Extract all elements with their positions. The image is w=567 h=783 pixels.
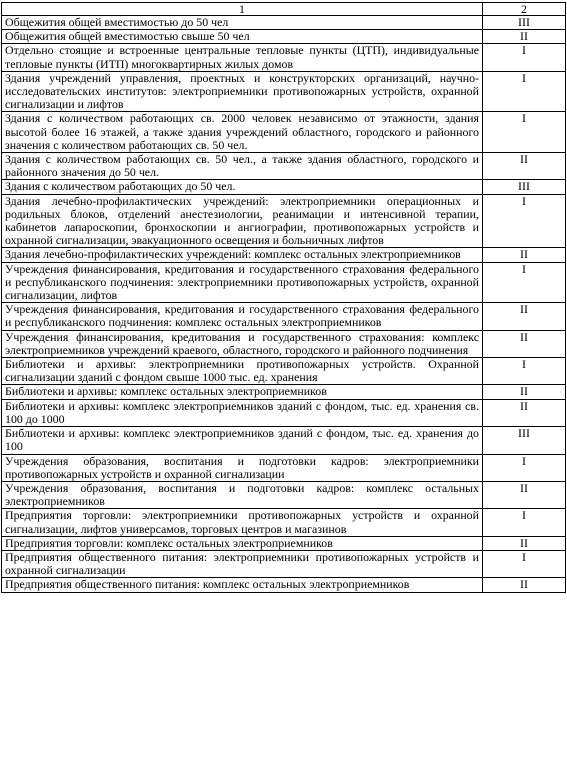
table-row	[2, 112, 566, 153]
consumer-name: Предприятия общественного питания: электроприемники противопожарных устройств и охранной сигнализации	[2, 550, 483, 577]
table-row	[2, 303, 566, 330]
consumer-name: Учреждения образования, воспитания и подготовки кадров: электроприемники противопожарных устройств и охранной сигнализации	[2, 454, 483, 481]
table-row	[2, 194, 566, 248]
consumer-name: Библиотеки и архивы: электроприемники противопожарных устройств. Охранной сигнализации зданий с фондом свыше 1000 тыс. ед. хранения	[2, 358, 483, 385]
table-row	[2, 578, 566, 592]
column-header-2: 2	[483, 3, 566, 16]
table-row	[2, 358, 566, 385]
reliability-category: II	[483, 536, 566, 550]
table-row	[2, 16, 566, 30]
column-header-1: 1	[2, 3, 483, 16]
table-row	[2, 481, 566, 508]
reliability-category: II	[483, 385, 566, 399]
consumer-name: Общежития общей вместимостью свыше 50 чел	[2, 30, 483, 44]
consumer-name: Библиотеки и архивы: комплекс электроприемников зданий с фондом, тыс. ед. хранения св. 100 до 1000	[2, 399, 483, 426]
reliability-category: II	[483, 248, 566, 262]
table-row	[2, 427, 566, 454]
consumer-name: Учреждения финансирования, кредитования и государственного страхования федерального и республиканского подчинения: комплекс остальных электроприемников	[2, 303, 483, 330]
reliability-category: II	[483, 153, 566, 180]
consumer-name: Здания с количеством работающих св. 50 чел., а также здания областного, городского и районного значения до 50 чел.	[2, 153, 483, 180]
reliability-category: I	[483, 44, 566, 71]
consumer-name: Библиотеки и архивы: комплекс электроприемников зданий с фондом, тыс. ед. хранения до 100	[2, 427, 483, 454]
table-row	[2, 71, 566, 112]
table-row	[2, 550, 566, 577]
consumer-name: Здания лечебно-профилактических учреждений: комплекс остальных электроприемников	[2, 248, 483, 262]
reliability-category: I	[483, 358, 566, 385]
reliability-category: I	[483, 550, 566, 577]
consumer-name: Учреждения финансирования, кредитования и государственного страхования федерального и республиканского подчинения: электроприемники противопожарных устройств, охранной сигнализации, лифтов	[2, 262, 483, 303]
consumer-name: Общежития общей вместимостью до 50 чел	[2, 16, 483, 30]
reliability-category: II	[483, 330, 566, 357]
table-row	[2, 399, 566, 426]
consumer-name: Здания с количеством работающих до 50 чел.	[2, 180, 483, 194]
table-body	[2, 16, 566, 593]
table-row	[2, 330, 566, 357]
reliability-category: III	[483, 427, 566, 454]
table-row	[2, 509, 566, 536]
reliability-category: II	[483, 303, 566, 330]
table-row	[2, 153, 566, 180]
reliability-category: III	[483, 16, 566, 30]
reliability-category: I	[483, 454, 566, 481]
consumer-name: Отдельно стоящие и встроенные центральные тепловые пункты (ЦТП), индивидуальные тепловые пункты (ИТП) многоквартирных жилых домов	[2, 44, 483, 71]
table-row	[2, 30, 566, 44]
reliability-category: I	[483, 112, 566, 153]
consumer-name: Предприятия торговли: комплекс остальных электроприемников	[2, 536, 483, 550]
reliability-category: I	[483, 194, 566, 248]
table-header-row	[2, 3, 566, 16]
reliability-category: II	[483, 481, 566, 508]
consumer-name: Здания лечебно-профилактических учреждений: электроприемники операционных и родильных блоков, отделений анестезиологии, реанимации и интенсивной терапии, кабинетов лапароскопии, бронхоскопии и ангиографии, противопожарных устройств и охранной сигнализации, эвакуационного освещения и больничных лифтов	[2, 194, 483, 248]
reliability-category: II	[483, 399, 566, 426]
reliability-category: II	[483, 30, 566, 44]
table-row	[2, 385, 566, 399]
consumer-name: Здания учреждений управления, проектных и конструкторских организаций, научно-исследовательских институтов: электроприемники противопожарных устройств, охранной сигнализации и лифтов	[2, 71, 483, 112]
consumer-name: Предприятия общественного питания: комплекс остальных электроприемников	[2, 578, 483, 592]
consumer-name: Библиотеки и архивы: комплекс остальных электроприемников	[2, 385, 483, 399]
reliability-category: II	[483, 578, 566, 592]
reliability-category: I	[483, 71, 566, 112]
power-category-table	[1, 2, 566, 593]
table-row	[2, 180, 566, 194]
reliability-category: I	[483, 262, 566, 303]
table-row	[2, 454, 566, 481]
table-row	[2, 44, 566, 71]
table-row	[2, 536, 566, 550]
reliability-category: I	[483, 509, 566, 536]
reliability-category: III	[483, 180, 566, 194]
table-row	[2, 262, 566, 303]
table-row	[2, 248, 566, 262]
consumer-name: Предприятия торговли: электроприемники противопожарных устройств и охранной сигнализации, лифтов универсамов, торговых центров и магазинов	[2, 509, 483, 536]
consumer-name: Учреждения образования, воспитания и подготовки кадров: комплекс остальных электроприемников	[2, 481, 483, 508]
consumer-name: Учреждения финансирования, кредитования и государственного страхования: комплекс электроприемников учреждений краевого, областного, городского и районного подчинения	[2, 330, 483, 357]
consumer-name: Здания с количеством работающих св. 2000 человек независимо от этажности, здания высотой более 16 этажей, а также здания учреждений областного, городского и районного значения с количеством работающих св. 50 чел.	[2, 112, 483, 153]
